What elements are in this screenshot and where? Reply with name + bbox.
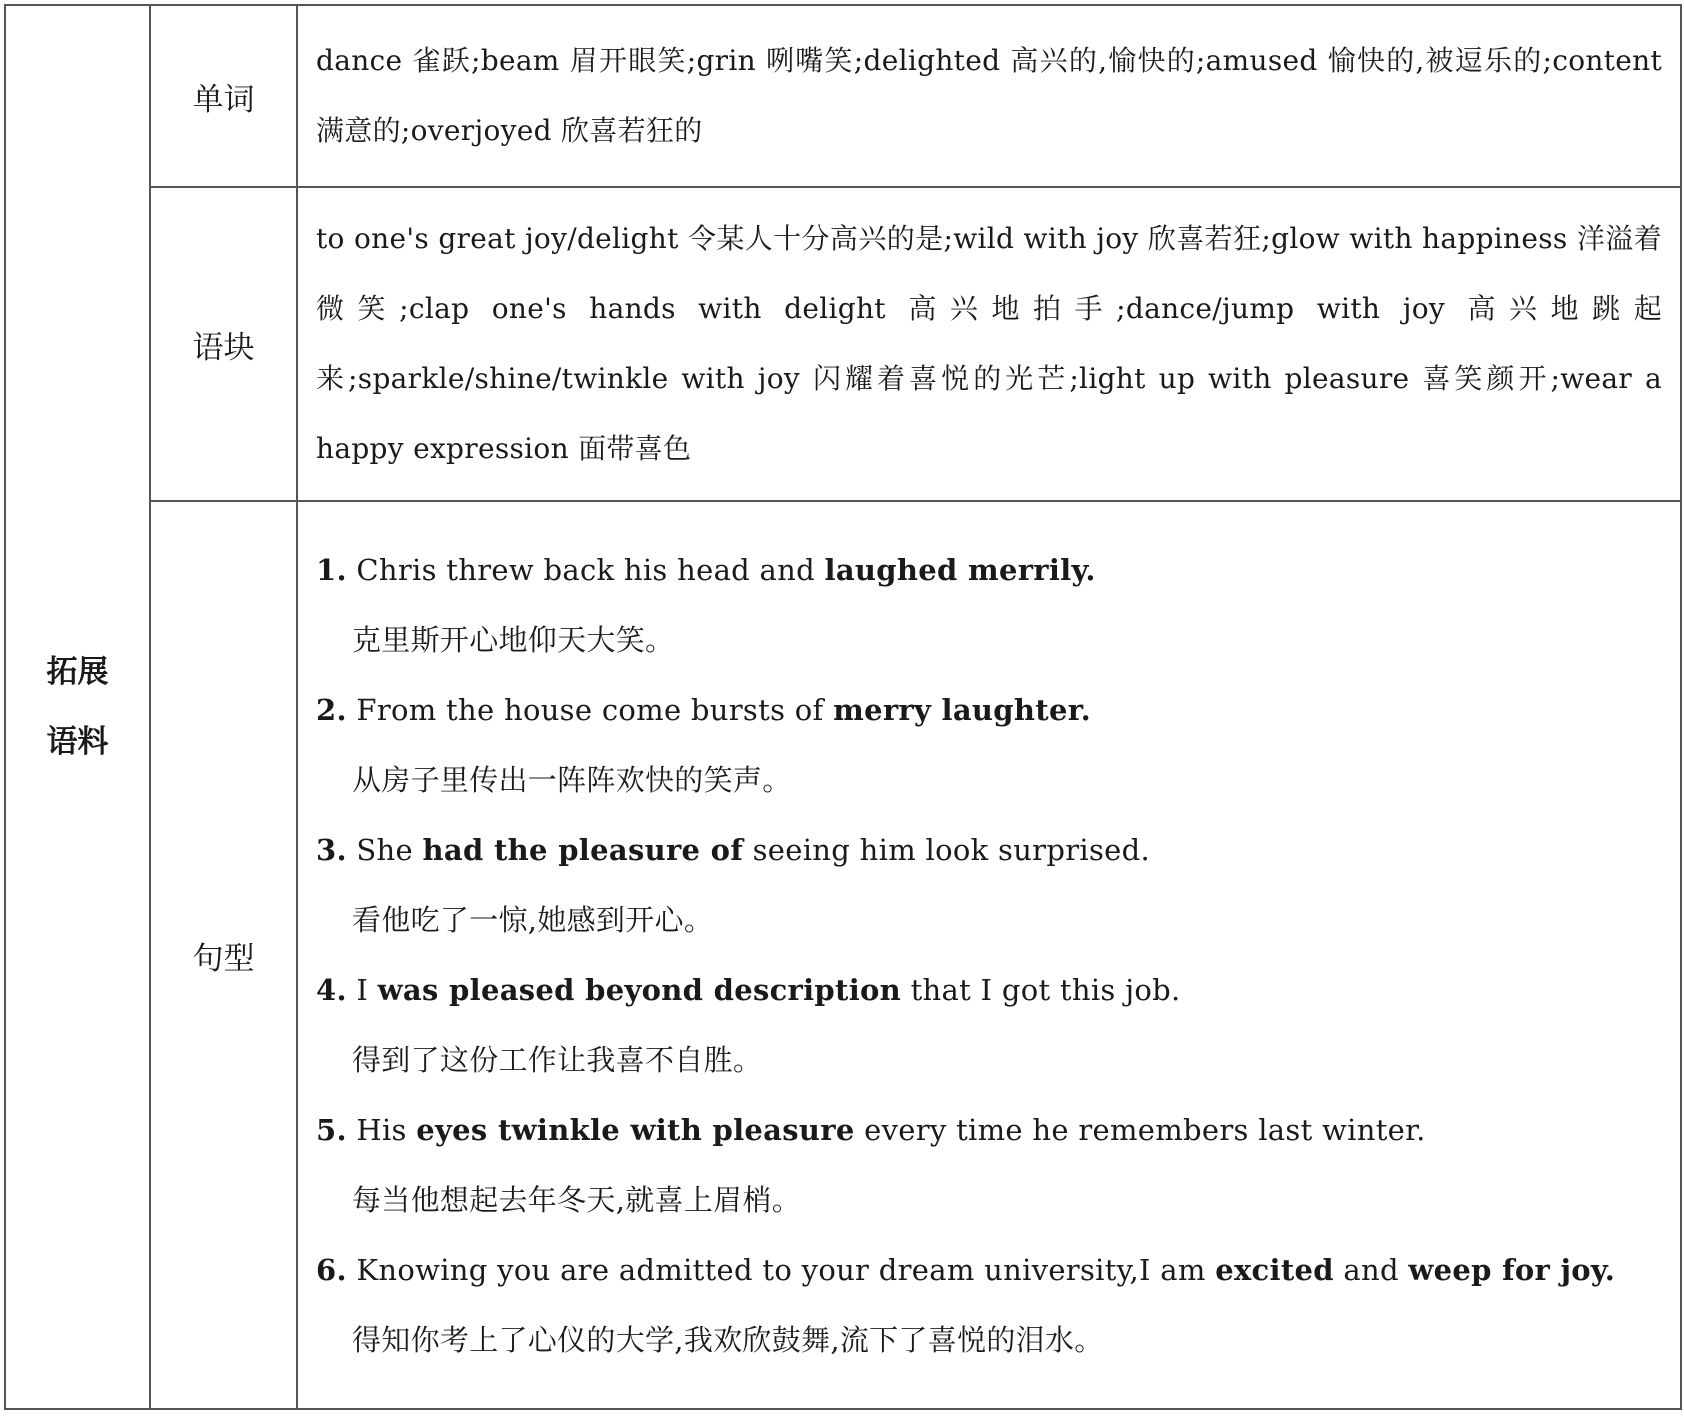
chunks-content: to one's great joy/delight 令某人十分高兴的是;wild with joy 欣喜若狂;glow with happiness 洋溢着微笑;clap one's hands with delight 高兴地拍手;dance/jump with joy 高兴地跳起来;sparkle/shine/twinkle with joy 闪耀着喜悦的光芒;light up with pleasure 喜笑颜开;wear a happy expression 面带喜色: [316, 222, 1662, 465]
sentence-english: [316, 675, 1662, 745]
sentence-number: 2.: [316, 693, 347, 727]
key-phrase: was pleased beyond description: [377, 973, 902, 1007]
key-phrase: eyes twinkle with pleasure: [416, 1113, 855, 1147]
words-row: [5, 5, 1681, 187]
section-label-cell: [5, 5, 150, 1409]
sentence-translation: 看他吃了一惊,她感到开心。: [352, 903, 714, 937]
sentence-text: Chris threw back his head and: [346, 553, 825, 587]
chunks-content-cell: [297, 187, 1681, 501]
sentence-number: 5.: [316, 1113, 347, 1147]
sentence-english: [316, 815, 1662, 885]
sentences-content-cell: [297, 501, 1681, 1409]
section-label-line1: 拓展: [46, 654, 109, 690]
chunks-category-cell: [150, 187, 297, 501]
key-phrase: excited: [1215, 1253, 1334, 1287]
sentence-list: [298, 527, 1680, 1383]
sentence-translation: 每当他想起去年冬天,就喜上眉梢。: [352, 1183, 802, 1217]
words-category-cell: [150, 5, 297, 187]
sentence-text: seeing him look surprised.: [743, 833, 1150, 867]
sentences-category-cell: [150, 501, 297, 1409]
sentence-number: 4.: [316, 973, 347, 1007]
section-label-line2: 语料: [46, 724, 109, 760]
sentence-number: 6.: [316, 1253, 347, 1287]
section-label: [6, 637, 149, 777]
sentences-category-label: 句型: [192, 940, 255, 977]
words-content-cell: [297, 5, 1681, 187]
sentence-text: that I got this job.: [901, 973, 1181, 1007]
sentences-row: [5, 501, 1681, 1409]
sentence-english: [316, 1235, 1662, 1305]
sentence-text: She: [346, 833, 423, 867]
chunks-row: [5, 187, 1681, 501]
sentence-text: From the house come bursts of: [346, 693, 834, 727]
key-phrase: weep for joy.: [1408, 1253, 1616, 1287]
words-category-label: 单词: [192, 81, 255, 118]
sentence-number: 1.: [316, 553, 347, 587]
sentence-text: and: [1333, 1253, 1409, 1287]
sentence-text: I: [346, 973, 378, 1007]
vocabulary-table: [4, 4, 1682, 1410]
sentence-english: [316, 535, 1662, 605]
chunks-category-label: 语块: [192, 329, 255, 366]
sentence-translation: 克里斯开心地仰天大笑。: [352, 623, 675, 657]
words-content: dance 雀跃;beam 眉开眼笑;grin 咧嘴笑;delighted 高兴的,愉快的;amused 愉快的,被逗乐的;content 满意的;overjoyed 欣喜若狂的: [316, 44, 1662, 147]
sentence-text: every time he remembers last winter.: [854, 1113, 1426, 1147]
sentence-number: 3.: [316, 833, 347, 867]
key-phrase: had the pleasure of: [422, 833, 744, 867]
sentence-english: [316, 1095, 1662, 1165]
sentence-translation: 从房子里传出一阵阵欢快的笑声。: [352, 763, 792, 797]
sentence-translation: 得到了这份工作让我喜不自胜。: [352, 1043, 763, 1077]
key-phrase: laughed merrily.: [824, 553, 1096, 587]
key-phrase: merry laughter.: [833, 693, 1092, 727]
sentence-english: [316, 955, 1662, 1025]
sentence-text: Knowing you are admitted to your dream university,I am: [346, 1253, 1216, 1287]
sentence-translation: 得知你考上了心仪的大学,我欢欣鼓舞,流下了喜悦的泪水。: [352, 1323, 1104, 1357]
sentence-text: His: [346, 1113, 417, 1147]
